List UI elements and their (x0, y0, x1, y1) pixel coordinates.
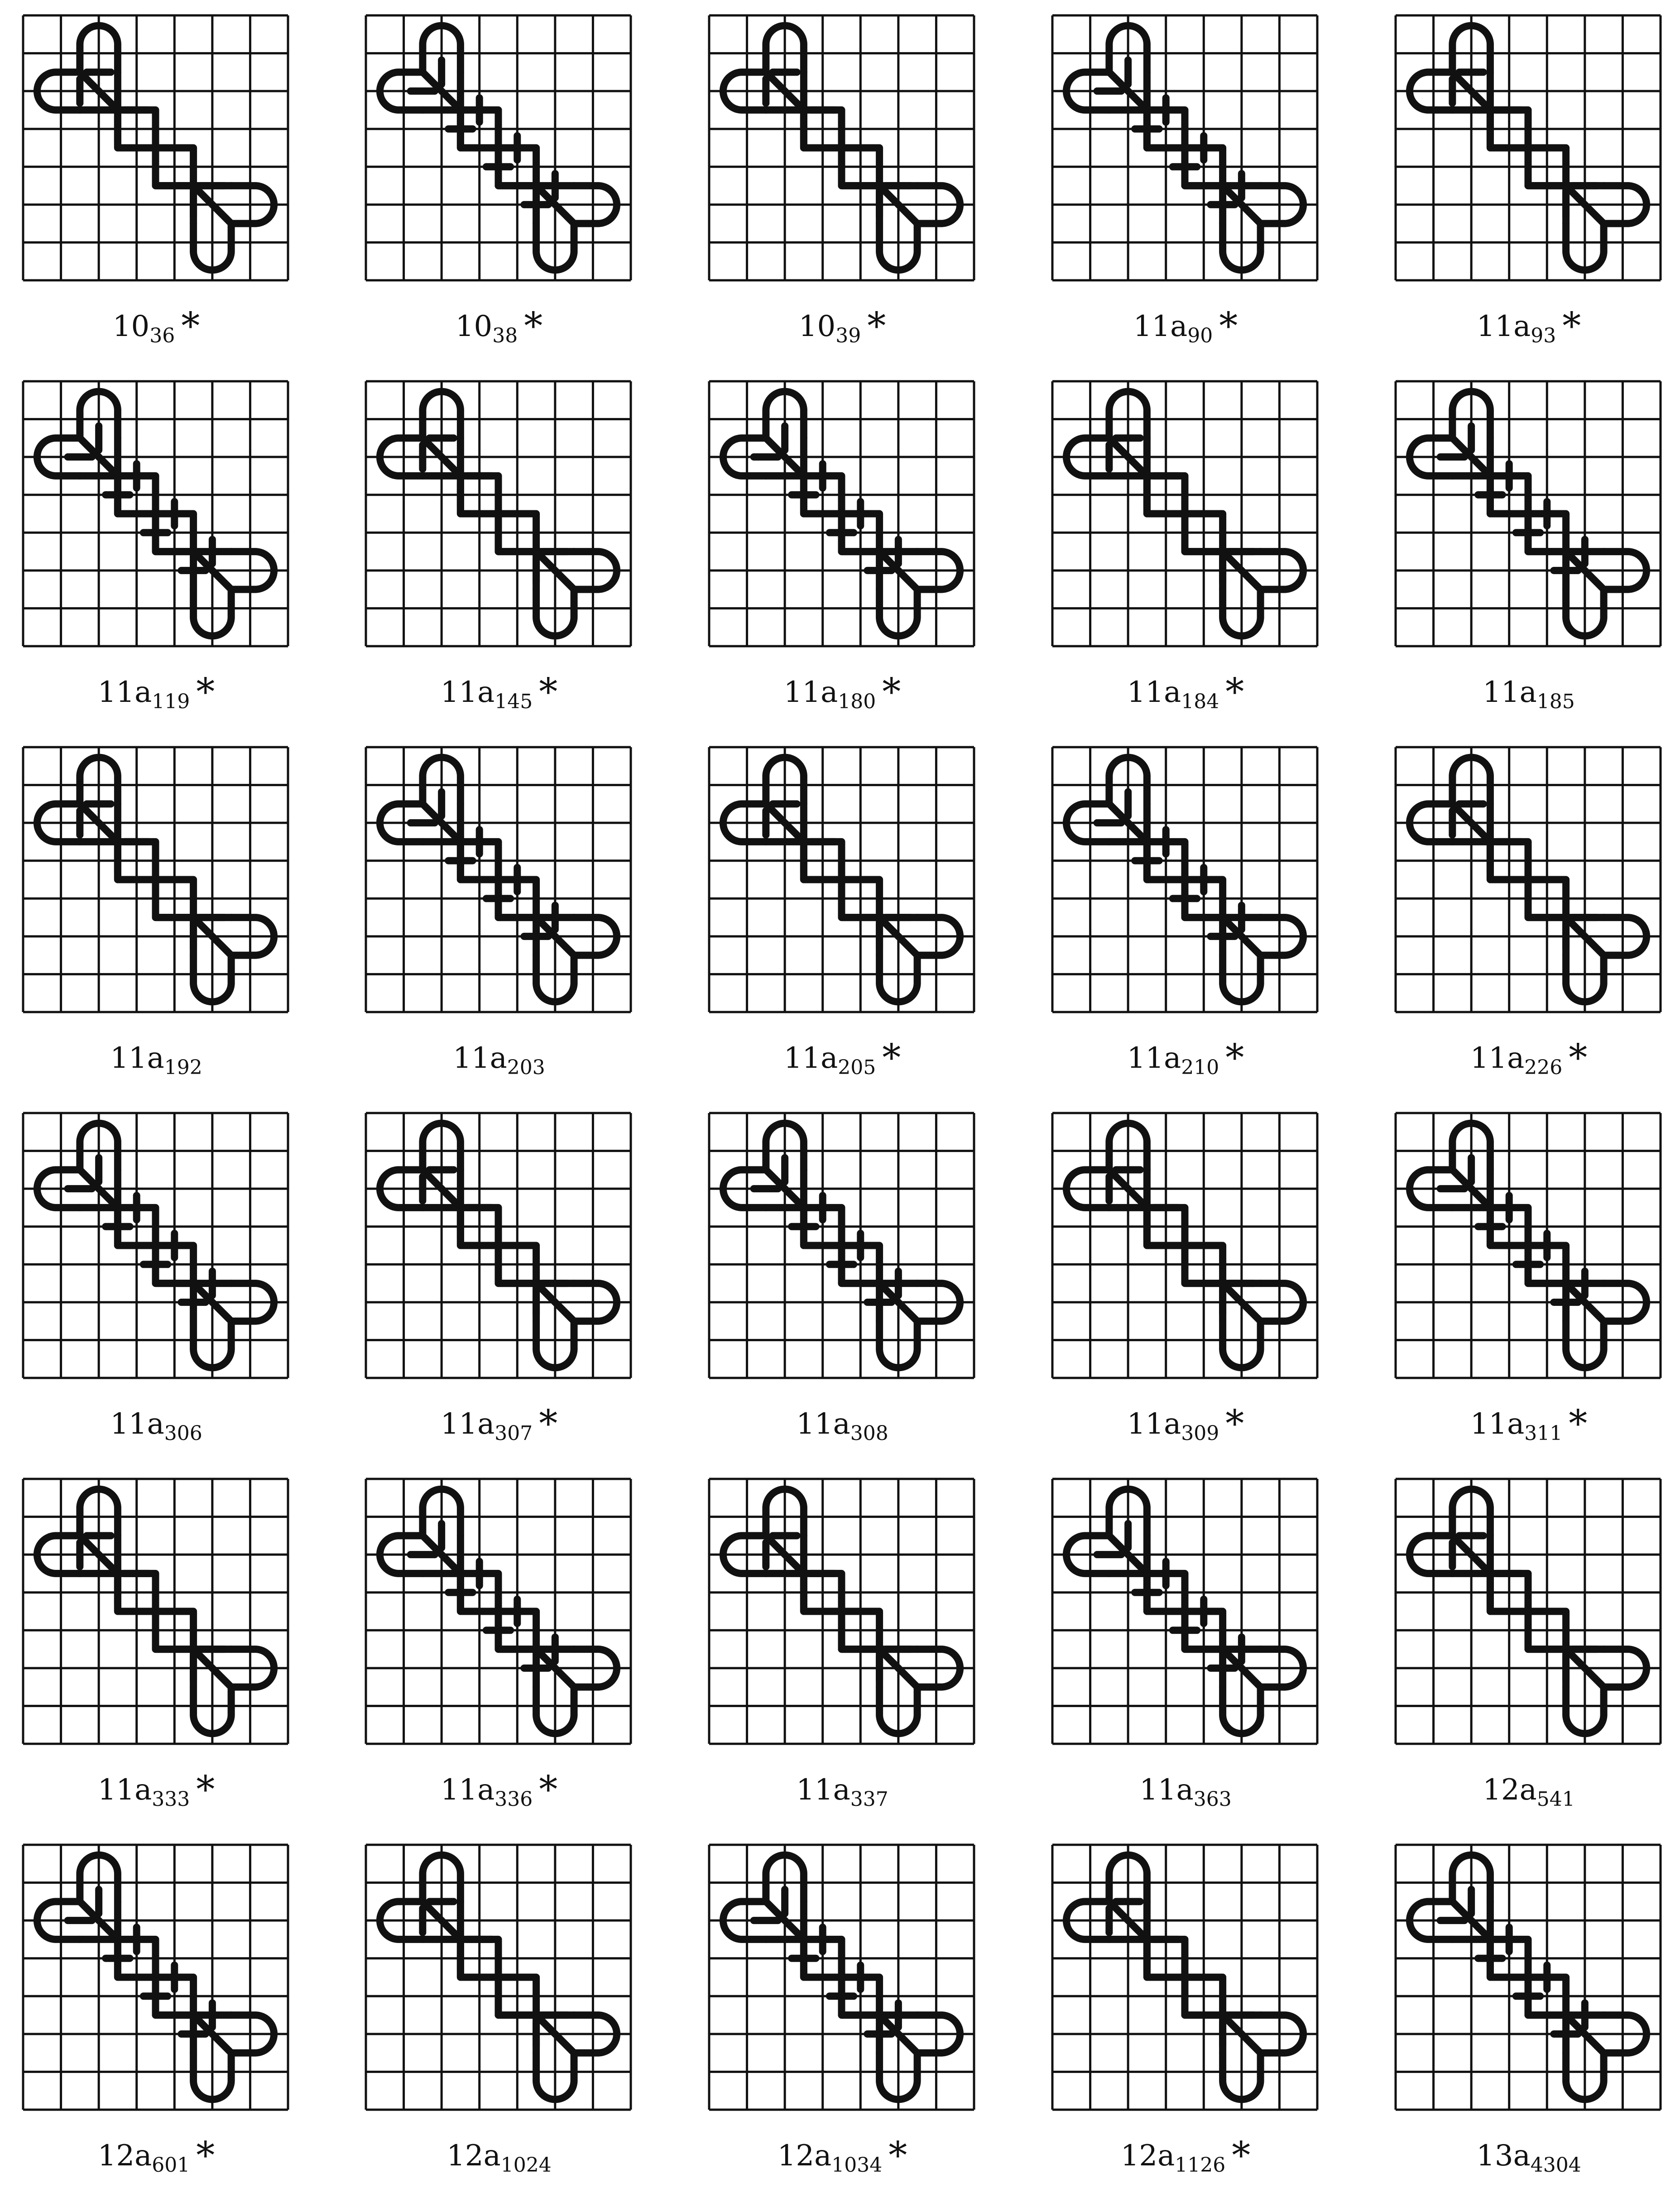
knot-label-base: 11a (97, 1773, 152, 1807)
knot-label (363, 305, 635, 348)
knot-cell (1393, 13, 1665, 364)
knot-cell (363, 1110, 635, 1461)
knot-label-base: 11a (1139, 1773, 1194, 1807)
knot-diagram (1066, 26, 1303, 270)
knot-label (363, 1040, 635, 1079)
knot-label-base: 13a (1476, 2139, 1531, 2173)
knot-label-index: 4304 (1530, 2154, 1581, 2177)
star-marker: * (867, 305, 886, 348)
knot-diagram (723, 1123, 960, 1368)
knot-label-index: 333 (152, 1788, 190, 1811)
star-marker: * (1225, 671, 1244, 714)
knot-label (1050, 305, 1321, 348)
star-marker: * (196, 2134, 215, 2177)
star-marker: * (196, 671, 215, 714)
knot-label-base: 11a (440, 1773, 495, 1807)
knot-label (363, 1768, 635, 1811)
knot-label-index: 180 (838, 690, 876, 713)
knot-label (1393, 305, 1665, 348)
star-marker: * (1225, 1402, 1244, 1445)
knot-diagram (37, 392, 274, 636)
grid-diagram (20, 1842, 291, 2112)
knot-label (706, 2134, 978, 2177)
knot-cell (20, 13, 292, 364)
grid-diagram (1050, 1842, 1320, 2112)
knot-cell (706, 1476, 978, 1827)
grid-diagram (20, 13, 291, 283)
knot-diagram (723, 1855, 960, 2100)
knot-label-index: 226 (1524, 1056, 1563, 1079)
knot-cell (706, 379, 978, 729)
knot-label-index: 210 (1181, 1056, 1219, 1079)
knot-diagram (380, 1123, 617, 1368)
knot-label-index: 306 (164, 1422, 202, 1445)
knot-label-base: 11a (783, 676, 838, 709)
star-marker: * (888, 2134, 907, 2177)
knot-cell (20, 1842, 292, 2193)
knot-diagram (1410, 1489, 1646, 1734)
knot-cell (363, 1476, 635, 1827)
knot-label (20, 2134, 292, 2177)
grid-diagram (363, 379, 634, 649)
knot-diagram (37, 1489, 274, 1734)
knot-label-base: 11a (97, 676, 152, 709)
knot-label-base: 11a (783, 1041, 838, 1075)
knot-label (1050, 1772, 1321, 1811)
grid-diagram (706, 1842, 977, 2112)
grid-diagram (20, 1110, 291, 1381)
knot-label-index: 38 (492, 324, 518, 347)
knot-label-base: 11a (796, 1773, 850, 1807)
knot-diagram (723, 392, 960, 636)
grid-diagram (1050, 1476, 1320, 1747)
knot-label (1393, 1402, 1665, 1445)
knot-label (1050, 2134, 1321, 2177)
knot-cell (1393, 1110, 1665, 1461)
knot-label (20, 1406, 292, 1445)
knot-label-index: 93 (1531, 324, 1556, 347)
knot-cell (363, 1842, 635, 2193)
knot-diagram (37, 758, 274, 1002)
knot-diagram (37, 1855, 274, 2100)
star-marker: * (524, 305, 543, 348)
knot-cell (1393, 379, 1665, 729)
knot-label-base: 12a (446, 2139, 501, 2173)
knot-diagram (37, 1123, 274, 1368)
knot-cell (706, 744, 978, 1095)
knot-label-index: 205 (838, 1056, 876, 1079)
knot-cell (20, 744, 292, 1095)
knot-diagram (1066, 758, 1303, 1002)
grid-diagram (363, 1842, 634, 2112)
knot-label-index: 192 (164, 1056, 202, 1079)
knot-label (706, 671, 978, 714)
knot-cell (706, 1842, 978, 2193)
star-marker: * (1562, 305, 1581, 348)
knot-label-index: 39 (835, 324, 861, 347)
knot-label-base: 10 (112, 310, 150, 343)
knot-label (20, 671, 292, 714)
grid-diagram (363, 1110, 634, 1381)
knot-label-base: 12a (777, 2139, 832, 2173)
grid-diagram (1393, 13, 1663, 283)
knot-diagram (1066, 1855, 1303, 2100)
grid-diagram (363, 1476, 634, 1747)
knot-label-index: 119 (152, 690, 190, 713)
knot-label (706, 1772, 978, 1811)
knot-label-base: 11a (453, 1041, 507, 1075)
grid-diagram (1393, 379, 1663, 649)
knot-label-base: 11a (110, 1407, 164, 1441)
knot-label-index: 90 (1187, 324, 1213, 347)
knot-label-base: 11a (440, 1407, 495, 1441)
knot-cell (20, 1110, 292, 1461)
star-marker: * (539, 671, 558, 714)
knot-label (363, 671, 635, 714)
star-marker: * (181, 305, 200, 348)
knot-cell (363, 13, 635, 364)
knot-diagram (1410, 392, 1646, 636)
knot-label-index: 309 (1181, 1422, 1219, 1445)
knot-label-index: 336 (494, 1788, 533, 1811)
knot-label (1393, 2138, 1665, 2177)
star-marker: * (1225, 1037, 1244, 1080)
knot-cell (363, 744, 635, 1095)
knot-diagram (723, 1489, 960, 1734)
knot-label-base: 11a (1133, 310, 1188, 343)
knot-label-index: 1126 (1175, 2154, 1226, 2177)
knot-label-base: 11a (1470, 1041, 1525, 1075)
knot-diagram (1410, 1855, 1646, 2100)
knot-diagram (1066, 1489, 1303, 1734)
grid-diagram (1393, 744, 1663, 1015)
star-marker: * (1219, 305, 1238, 348)
grid-diagram (706, 1110, 977, 1381)
knot-label (20, 1768, 292, 1811)
knot-label (1050, 1402, 1321, 1445)
knot-label-index: 337 (850, 1788, 888, 1811)
knot-diagram (380, 1489, 617, 1734)
knot-label-index: 307 (494, 1422, 533, 1445)
knot-label (1393, 1772, 1665, 1811)
knot-label-base: 10 (798, 310, 836, 343)
knot-label (706, 1406, 978, 1445)
knot-label-index: 203 (507, 1056, 545, 1079)
knot-diagram (723, 26, 960, 270)
star-marker: * (1569, 1402, 1588, 1445)
knot-label-base: 12a (97, 2139, 152, 2173)
knot-label-index: 184 (1181, 690, 1219, 713)
knot-label (363, 2138, 635, 2177)
knot-cell (20, 1476, 292, 1827)
grid-diagram (1050, 744, 1320, 1015)
grid-diagram (20, 744, 291, 1015)
knot-label (706, 1037, 978, 1080)
knot-label-base: 11a (1127, 1041, 1181, 1075)
knot-label (20, 1040, 292, 1079)
knot-label-base: 10 (455, 310, 493, 343)
knot-label (1050, 1037, 1321, 1080)
knot-cell (1050, 1842, 1321, 2193)
star-marker: * (882, 671, 901, 714)
knot-diagram (380, 392, 617, 636)
knot-cell (1393, 1842, 1665, 2193)
knot-cell (1050, 379, 1321, 729)
star-marker: * (1569, 1037, 1588, 1080)
grid-diagram (20, 1476, 291, 1747)
knot-label-base: 11a (1127, 1407, 1181, 1441)
knot-diagram (37, 26, 274, 270)
knot-label-index: 1024 (500, 2154, 552, 2177)
grid-diagram (706, 379, 977, 649)
knot-cell (1050, 744, 1321, 1095)
knot-label-index: 1034 (831, 2154, 883, 2177)
knot-cell (363, 379, 635, 729)
knot-diagram (1066, 392, 1303, 636)
knot-cell (706, 13, 978, 364)
knot-label (20, 305, 292, 348)
star-marker: * (539, 1768, 558, 1811)
knot-label-index: 601 (152, 2154, 190, 2177)
knot-label (363, 1402, 635, 1445)
grid-diagram (363, 13, 634, 283)
knot-label-index: 541 (1536, 1788, 1575, 1811)
grid-diagram (1393, 1110, 1663, 1381)
knot-diagram (1410, 26, 1646, 270)
knot-cell (1050, 13, 1321, 364)
knot-diagram (380, 758, 617, 1002)
knot-diagram (1410, 758, 1646, 1002)
grid-diagram (1050, 1110, 1320, 1381)
knot-label-base: 11a (1483, 676, 1537, 709)
knot-label-base: 12a (1483, 1773, 1537, 1807)
knot-cell (1393, 744, 1665, 1095)
star-marker: * (882, 1037, 901, 1080)
knot-label-index: 185 (1536, 690, 1575, 713)
grid-diagram (20, 379, 291, 649)
knot-label-base: 11a (1470, 1407, 1525, 1441)
grid-diagram (1050, 379, 1320, 649)
grid-diagram (706, 13, 977, 283)
knot-label-index: 363 (1193, 1788, 1232, 1811)
knot-cell (20, 379, 292, 729)
knot-cell (1393, 1476, 1665, 1827)
star-marker: * (539, 1402, 558, 1445)
knot-label (1393, 1037, 1665, 1080)
star-marker: * (1232, 2134, 1251, 2177)
star-marker: * (196, 1768, 215, 1811)
knot-diagram (380, 1855, 617, 2100)
grid-diagram (1050, 13, 1320, 283)
knot-label (706, 305, 978, 348)
grid-diagram (1393, 1476, 1663, 1747)
knot-label (1393, 674, 1665, 713)
knot-cell (706, 1110, 978, 1461)
knot-diagram (1066, 1123, 1303, 1368)
knot-label (1050, 671, 1321, 714)
knot-label-base: 11a (1127, 676, 1181, 709)
knot-diagram (723, 758, 960, 1002)
knot-cell (1050, 1110, 1321, 1461)
knot-cell (1050, 1476, 1321, 1827)
knot-label-index: 308 (850, 1422, 888, 1445)
knot-label-base: 11a (440, 676, 495, 709)
grid-diagram (363, 744, 634, 1015)
knot-label-index: 145 (494, 690, 533, 713)
knot-label-index: 311 (1524, 1422, 1563, 1445)
knot-label-base: 11a (1476, 310, 1531, 343)
grid-diagram (1393, 1842, 1663, 2112)
knot-diagram (1410, 1123, 1646, 1368)
knot-label-base: 12a (1120, 2139, 1175, 2173)
knot-label-base: 11a (110, 1041, 164, 1075)
grid-diagram (706, 1476, 977, 1747)
knot-label-base: 11a (796, 1407, 850, 1441)
knot-diagram (380, 26, 617, 270)
knot-label-index: 36 (149, 324, 175, 347)
grid-diagram (706, 744, 977, 1015)
